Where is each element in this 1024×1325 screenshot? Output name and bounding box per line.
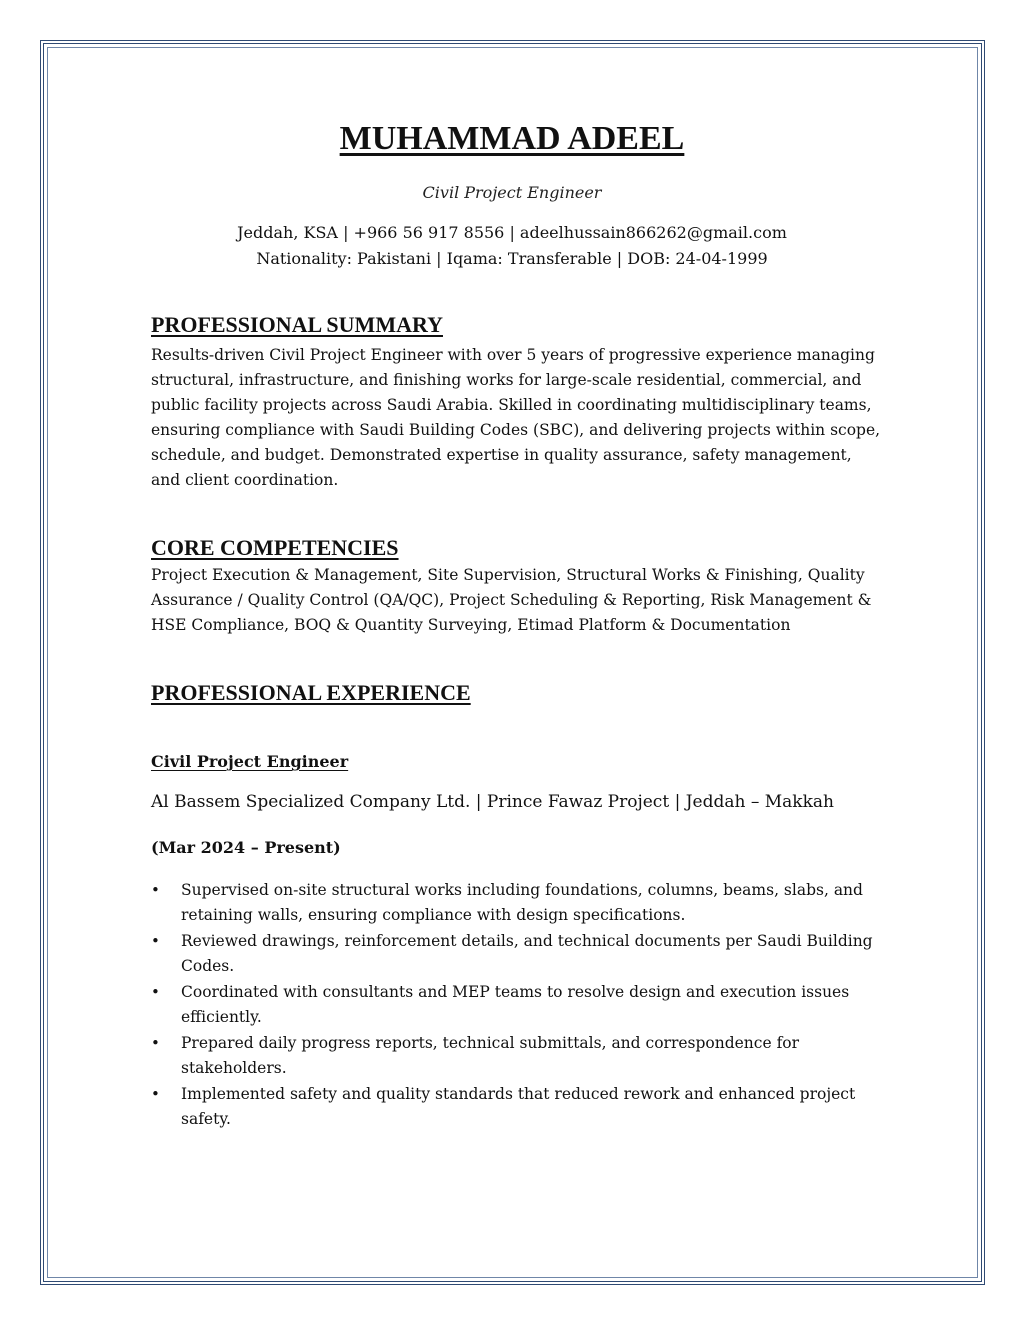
contact-line: Jeddah, KSA | +966 56 917 8556 | adeelhussain866262@gmail.com [237,223,787,242]
summary-heading: PROFESSIONAL SUMMARY [151,312,443,337]
list-item-text: Supervised on-site structural works including foundations, columns, beams, slabs, and retaining walls, ensuring compliance with design specifications. [181,881,863,924]
list-item [151,878,881,928]
list-item [151,1031,881,1081]
candidate-name: MUHAMMAD ADEEL [339,120,685,157]
job-dates: (Mar 2024 – Present) [151,838,341,857]
competencies-text: Project Execution & Management, Site Supervision, Structural Works & Finishing, Quality Assurance / Quality Control (QA/QC), Project Scheduling & Reporting, Risk Management & HSE Compliance, BOQ & Quantity Surveying, Etimad Platform & Documentation [151,566,872,634]
summary-text: Results-driven Civil Project Engineer with over 5 years of progressive experience managing structural, infrastructure, and finishing works for large-scale residential, commercial, and public facility projects across Saudi Arabia. Skilled in coordinating multidisciplinary teams, ensuring compliance with Saudi Building Codes (SBC), and delivering projects within scope, schedule, and budget. Demonstrated expertise in quality assurance, safety management, and client coordination. [151,346,881,489]
job-role: Civil Project Engineer [151,752,349,771]
bullet-icon: • [151,1034,160,1052]
bullet-icon: • [151,1085,160,1103]
list-item-text: Coordinated with consultants and MEP teams to resolve design and execution issues efficiently. [181,983,850,1026]
competencies-heading: CORE COMPETENCIES [151,535,399,560]
bullet-icon: • [151,881,160,899]
bullet-icon: • [151,983,160,1001]
personal-details-line: Nationality: Pakistani | Iqama: Transferable | DOB: 24-04-1999 [256,249,768,268]
bullet-icon: • [151,932,160,950]
job-company: Al Bassem Specialized Company Ltd. | Prince Fawaz Project | Jeddah – Makkah [151,792,834,812]
list-item [151,1082,881,1132]
list-item-text: Reviewed drawings, reinforcement details, and technical documents per Saudi Building Codes. [181,932,873,975]
job-responsibilities-list [151,878,881,1133]
list-item [151,929,881,979]
experience-heading: PROFESSIONAL EXPERIENCE [151,680,471,705]
list-item-text: Implemented safety and quality standards that reduced rework and enhanced project safety. [181,1085,856,1128]
job-subtitle: Civil Project Engineer [422,183,602,202]
list-item-text: Prepared daily progress reports, technical submittals, and correspondence for stakeholders. [181,1034,800,1077]
list-item [151,980,881,1030]
